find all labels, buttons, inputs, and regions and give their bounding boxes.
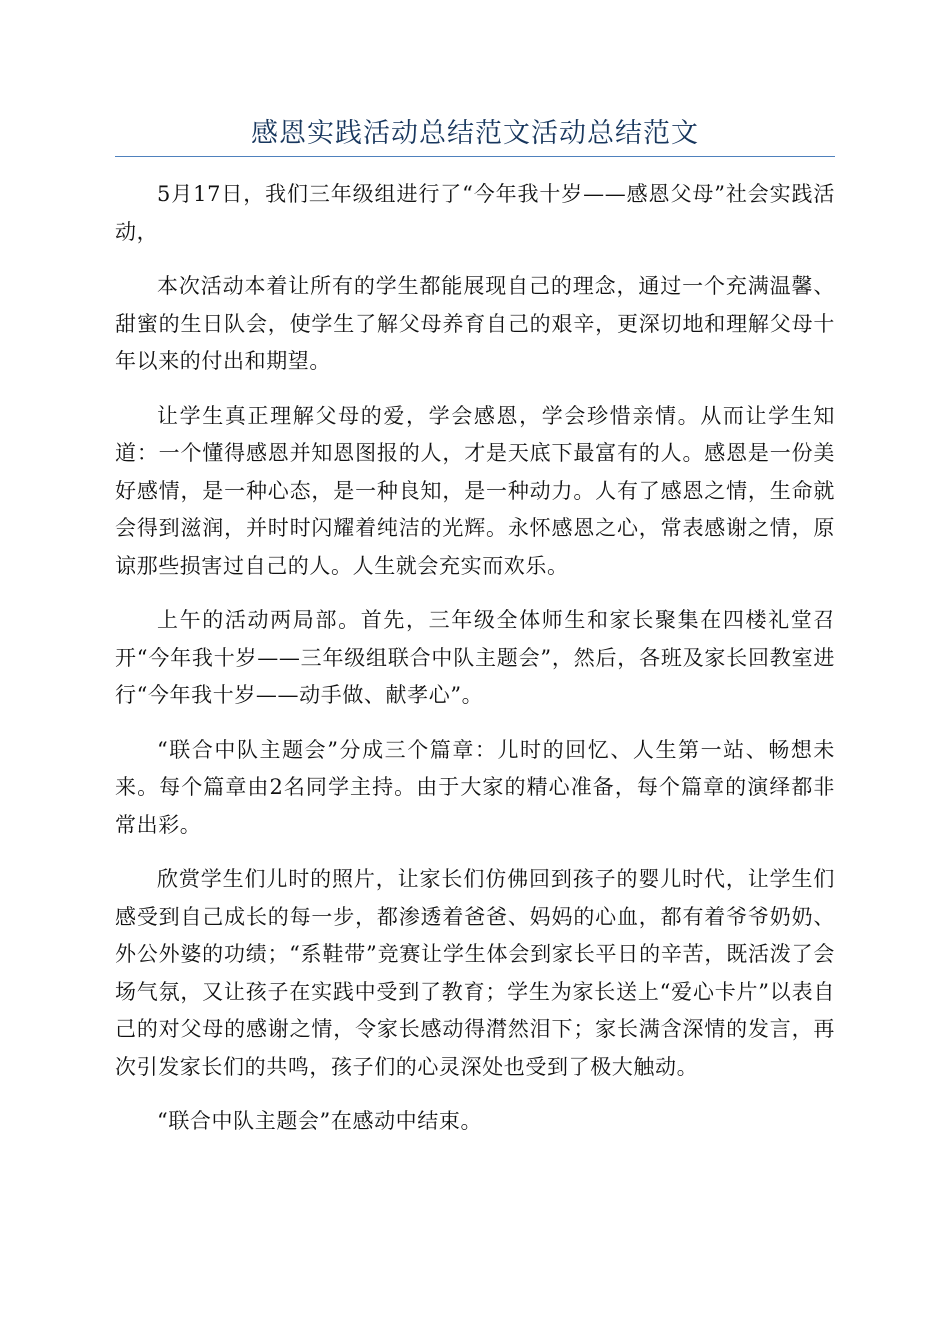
paragraph-5: “联合中队主题会”分成三个篇章：儿时的回忆、人生第一站、畅想未来。每个篇章由2名同学主持。由于大家的精心准备，每个篇章的演绎都非常出彩。 (115, 737, 835, 837)
paragraph-2: 本次活动本着让所有的学生都能展现自己的理念，通过一个充满温馨、甜蜜的生日队会，使学生了解父母养育自己的艰辛，更深切地和理解父母十年以来的付出和期望。 (115, 274, 835, 373)
title-block (115, 112, 835, 157)
paragraph-7: “联合中队主题会”在感动中结束。 (157, 1109, 483, 1133)
paragraph-4: 上午的活动两局部。首先，三年级全体师生和家长聚集在四楼礼堂召开“今年我十岁——三年级组联合中队主题会”，然后，各班及家长回教室进行“今年我十岁——动手做、献孝心”。 (115, 608, 835, 707)
document-body (115, 176, 835, 1158)
paragraph-6: 欣赏学生们儿时的照片，让家长们仿佛回到孩子的婴儿时代，让学生们感受到自己成长的每一步，都渗透着爸爸、妈妈的心血，都有着爷爷奶奶、外公外婆的功绩；“系鞋带”竞赛让学生体会到家长平日的辛苦，既活泼了会场气氛，又让孩子在实践中受到了教育；学生为家长送上“爱心卡片”以表自己的对父母的感谢之情，令家长感动得潸然泪下；家长满含深情的发言，再次引发家长们的共鸣，孩子们的心灵深处也受到了极大触动。 (115, 867, 835, 1079)
page-title: 感恩实践活动总结范文活动总结范文 (251, 118, 699, 149)
paragraph-1: 5月17日，我们三年级组进行了“今年我十岁——感恩父母”社会实践活动， (115, 182, 835, 244)
paragraph-3: 让学生真正理解父母的爱，学会感恩，学会珍惜亲情。从而让学生知道：一个懂得感恩并知恩图报的人，才是天底下最富有的人。感恩是一份美好感情，是一种心态，是一种良知，是一种动力。人有了感恩之情，生命就会得到滋润，并时时闪耀着纯洁的光辉。永怀感恩之心，常表感谢之情，原谅那些损害过自己的人。人生就会充实而欢乐。 (115, 403, 835, 578)
